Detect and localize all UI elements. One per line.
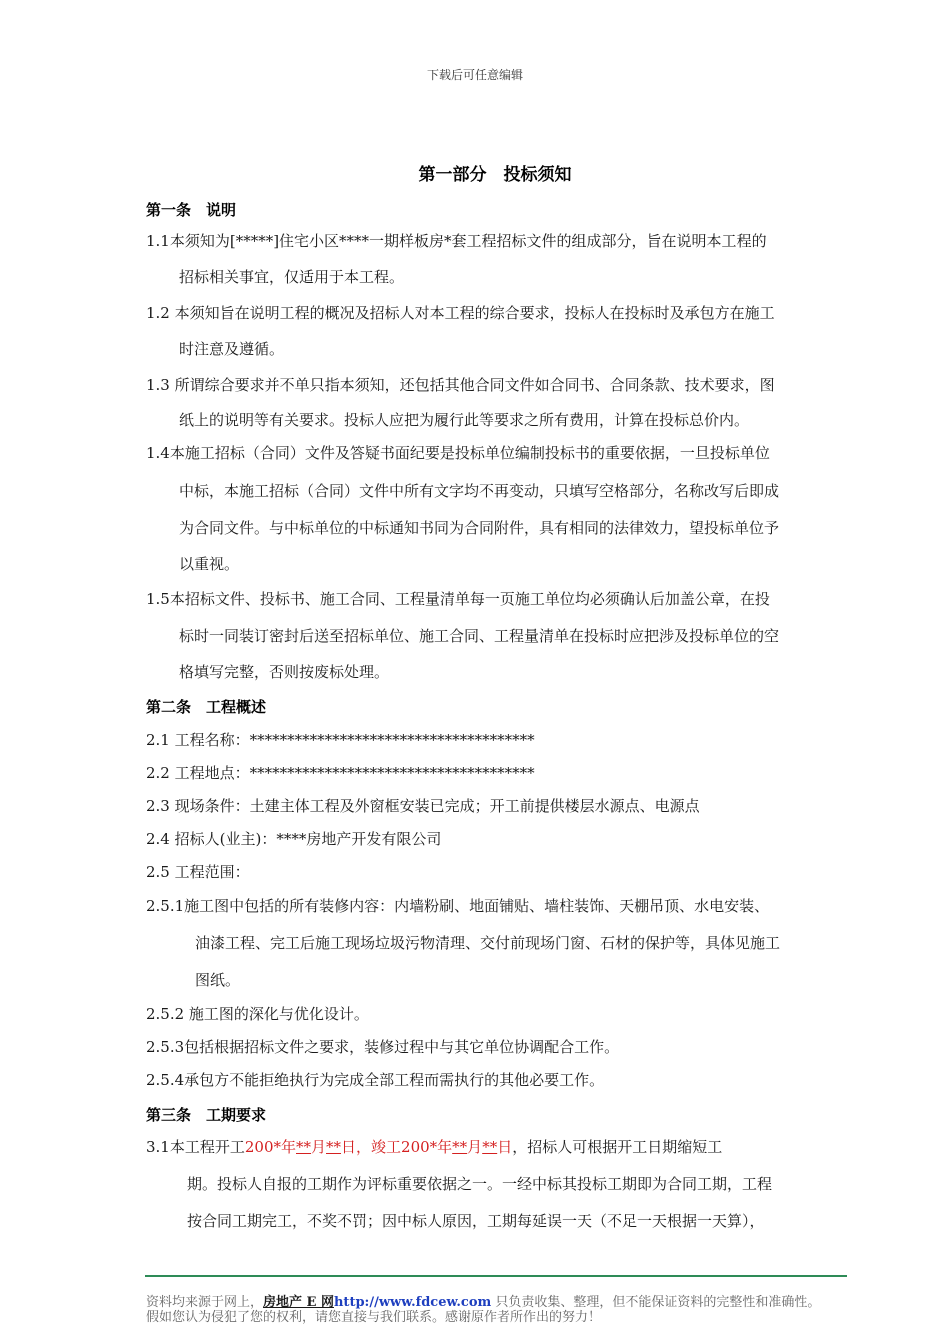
paragraph-2-5-4: 2.5.4承包方不能拒绝执行为完成全部工程而需执行的其他必要工作。 <box>146 1071 605 1089</box>
paragraph-2-5-1-cont-2: 图纸。 <box>195 971 241 989</box>
start-year: 200*年 <box>244 1138 296 1156</box>
paragraph-1-5-cont-2: 格填写完整，否则按废标处理。 <box>179 663 390 681</box>
paragraph-1-2: 1.2 本须知旨在说明工程的概况及招标人对本工程的综合要求，投标人在投标时及承包方在施工 <box>146 304 775 322</box>
paragraph-2-5-2: 2.5.2 施工图的深化与优化设计。 <box>146 1005 369 1023</box>
paragraph-2-5-3: 2.5.3包括根据招标文件之要求，装修过程中与其它单位协调配合工作。 <box>146 1038 620 1056</box>
end-day-label: 日 <box>497 1138 513 1156</box>
paragraph-1-3-cont: 纸上的说明等有关要求。投标人应把为履行此等要求之所有费用，计算在投标总价内。 <box>179 411 750 429</box>
header-note: 下载后可任意编辑 <box>426 68 523 82</box>
paragraph-3-1-prefix: 3.1本工程开工 <box>146 1138 245 1156</box>
paragraph-2-5: 2.5 工程范围： <box>146 863 250 881</box>
paragraph-2-2: 2.2 工程地点：************************************** <box>146 764 535 782</box>
paragraph-2-5-1: 2.5.1施工图中包括的所有装修内容：内墙粉刷、地面铺贴、墙柱装饰、天棚吊顶、水电安装、 <box>146 897 770 915</box>
paragraph-1-3: 1.3 所谓综合要求并不单只指本须知，还包括其他合同文件如合同书、合同条款、技术要求，图 <box>146 376 775 394</box>
section-heading-2: 第二条 工程概述 <box>146 698 267 716</box>
paragraph-1-2-cont: 时注意及遵循。 <box>179 340 285 358</box>
section-heading-1: 第一条 说明 <box>146 201 237 219</box>
start-month-value: ** <box>296 1138 311 1156</box>
end-month-value: ** <box>452 1138 468 1156</box>
end-year: 200*年 <box>401 1138 453 1156</box>
paragraph-1-1-cont: 招标相关事宜，仅适用于本工程。 <box>179 268 405 286</box>
footer-divider <box>145 1275 847 1277</box>
footer-brand: 房地产 E 网 <box>263 1295 334 1310</box>
paragraph-1-4: 1.4本施工招标（合同）文件及答疑书面纪要是投标单位编制投标书的重要依据，一旦投标单位 <box>146 444 770 462</box>
paragraph-3-1 <box>146 1137 722 1157</box>
end-day-value: ** <box>482 1138 498 1156</box>
section-heading-3: 第三条 工期要求 <box>146 1106 267 1124</box>
paragraph-1-4-cont-1: 中标，本施工招标（合同）文件中所有文字均不再变动，只填写空格部分，名称改写后即成 <box>179 482 780 500</box>
footer-line-2: 假如您认为侵犯了您的权利，请您直接与我们联系。感谢原作者所作出的努力！ <box>146 1310 602 1325</box>
start-day-value: ** <box>326 1138 342 1156</box>
start-month-label: 月 <box>311 1138 327 1156</box>
paragraph-3-1-cont-2: 按合同工期完工，不奖不罚；因中标人原因，工期每延误一天（不足一天根据一天算）， <box>187 1212 765 1230</box>
start-day-label: 日，竣工 <box>341 1138 402 1156</box>
end-month-label: 月 <box>467 1138 483 1156</box>
paragraph-1-5-cont-1: 标时一同装订密封后送至招标单位、施工合同、工程量清单在投标时应把涉及投标单位的空 <box>179 627 780 645</box>
paragraph-3-1-suffix: ，招标人可根据开工日期缩短工 <box>512 1138 723 1156</box>
paragraph-2-3: 2.3 现场条件：土建主体工程及外窗框安装已完成；开工前提供楼层水源点、电源点 <box>146 797 700 815</box>
paragraph-1-4-cont-3: 以重视。 <box>179 555 240 573</box>
paragraph-1-5: 1.5本招标文件、投标书、施工合同、工程量清单每一页施工单位均必须确认后加盖公章，在投 <box>146 590 770 608</box>
paragraph-2-4: 2.4 招标人(业主)：****房地产开发有限公司 <box>146 830 442 848</box>
page-title: 第一部分 投标须知 <box>418 165 572 185</box>
paragraph-1-1: 1.1本须知为[*****]住宅小区****一期样板房*套工程招标文件的组成部分，旨在说明本工程的 <box>146 232 767 250</box>
paragraph-2-5-1-cont-1: 油漆工程、完工后施工现场垃圾污物清理、交付前现场门窗、石材的保护等，具体见施工 <box>195 934 781 952</box>
footer-prefix: 资料均来源于网上， <box>146 1295 264 1310</box>
footer-link[interactable]: http://www.fdcew.com <box>333 1295 492 1310</box>
paragraph-2-1: 2.1 工程名称：************************************** <box>146 731 535 749</box>
paragraph-1-4-cont-2: 为合同文件。与中标单位的中标通知书同为合同附件，具有相同的法律效力，望投标单位予 <box>179 519 780 537</box>
footer-suffix: 只负责收集、整理，但不能保证资料的完整性和准确性。 <box>491 1295 821 1310</box>
paragraph-3-1-cont-1: 期。投标人自报的工期作为评标重要依据之一。一经中标其投标工期即为合同工期，工程 <box>187 1175 773 1193</box>
